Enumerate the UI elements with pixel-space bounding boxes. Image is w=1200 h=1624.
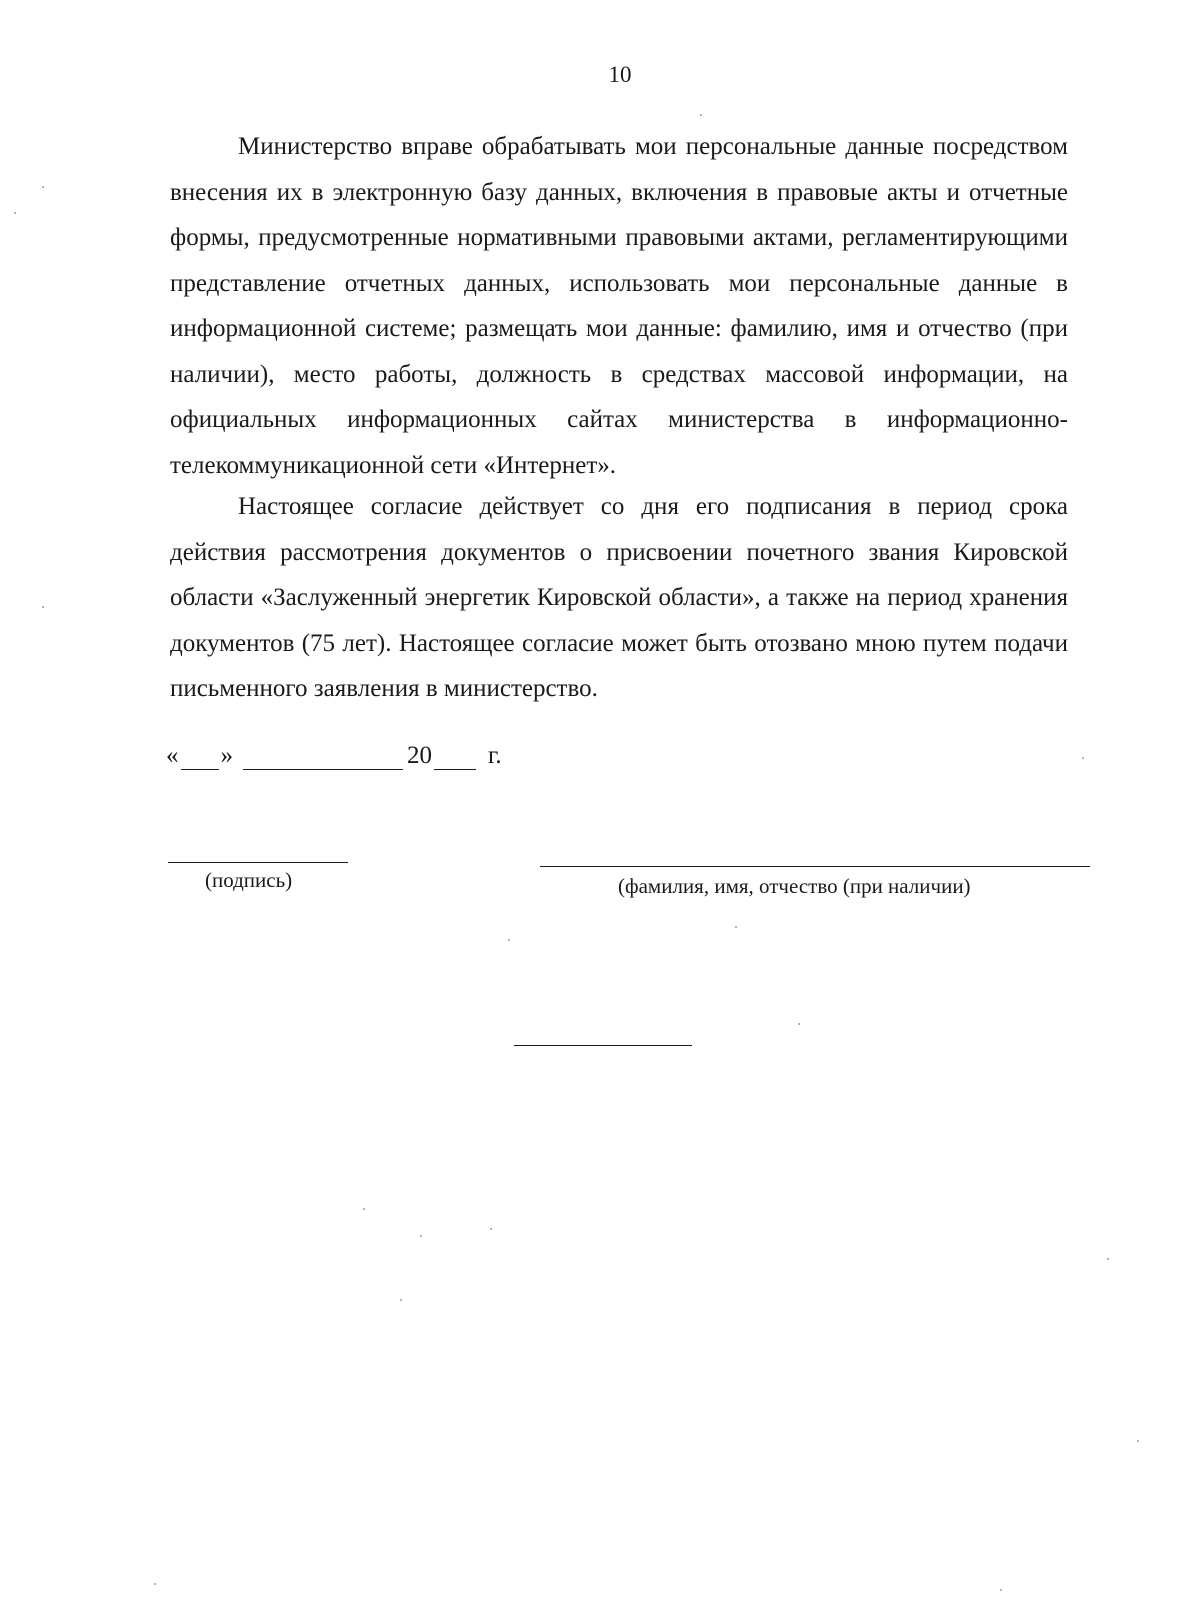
page-number: 10 [608, 62, 632, 87]
paragraph-processing-rights [170, 124, 1068, 488]
paragraph-consent-validity [170, 484, 1068, 712]
scan-speck [1137, 1440, 1139, 1442]
scan-speck [735, 926, 737, 928]
month-blank-field[interactable] [243, 747, 403, 770]
signature-line[interactable] [168, 862, 348, 863]
date-open-quote: « [166, 742, 179, 769]
scan-speck [42, 606, 44, 608]
paragraph-text: Министерство вправе обрабатывать мои персональные данные посредством внесения их в электронную базу данных, включения в правовые акты и отчетные формы, предусмотренные нормативными правовыми актами, регламентирующими представление отчетных данных, использовать мои персональные данные в информационной системе; размещать мои данные: фамилию, имя и отчество (при наличии), место работы, должность в средствах массовой информации, на официальных информационных сайтах министерства в информационно-телекоммуникационной сети «Интернет». [170, 133, 1068, 479]
scan-speck [700, 114, 702, 116]
end-of-document-divider [514, 1045, 692, 1046]
scan-speck [42, 186, 44, 188]
full-name-line[interactable] [540, 866, 1090, 867]
scan-speck [1082, 757, 1084, 759]
scan-speck [154, 1583, 156, 1585]
signature-caption: (подпись) [205, 868, 293, 892]
day-blank-field[interactable] [181, 747, 219, 770]
date-line [166, 742, 502, 770]
scan-speck [1107, 1258, 1109, 1260]
scan-speck [420, 1235, 422, 1237]
scan-speck [490, 1228, 492, 1230]
paragraph-text: Настоящее согласие действует со дня его подписания в период срока действия рассмотрения документов о присвоении почетного звания Кировской области «Заслуженный энергетик Кировской области», а также на период хранения документов (75 лет). Настоящее согласие может быть отозвано мною путем подачи письменного заявления в министерство. [170, 493, 1068, 702]
date-close-quote: » [220, 742, 233, 769]
scan-speck [1000, 1589, 1002, 1591]
year-suffix: г. [488, 742, 502, 769]
scan-speck [508, 939, 510, 941]
year-blank-field[interactable] [434, 747, 476, 770]
full-name-caption: (фамилия, имя, отчество (при наличии) [618, 874, 971, 898]
scan-speck [363, 1208, 365, 1210]
scan-speck [798, 1023, 800, 1025]
scan-speck [14, 212, 16, 214]
scan-speck [400, 1299, 402, 1301]
year-prefix: 20 [407, 742, 432, 769]
